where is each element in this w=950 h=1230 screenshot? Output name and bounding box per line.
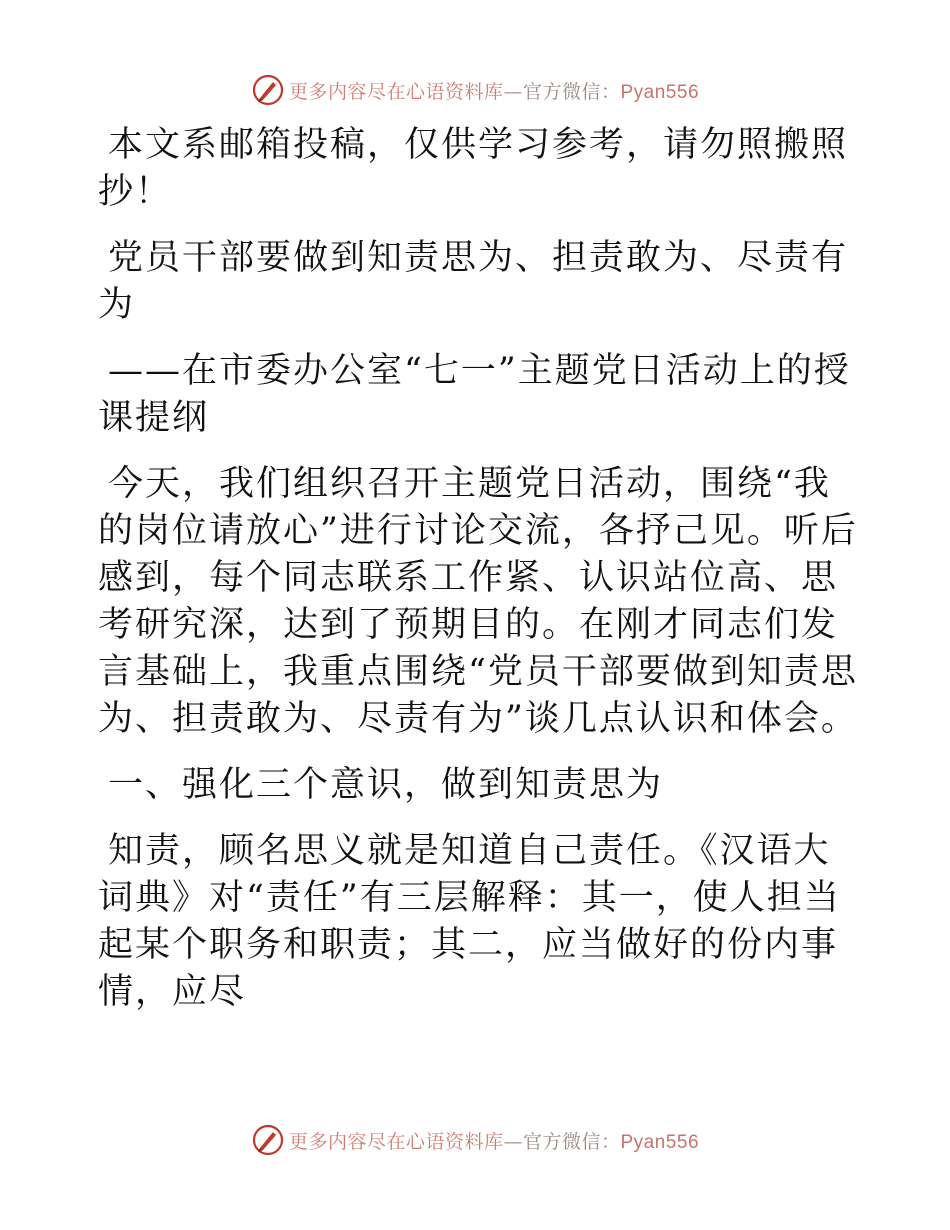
watermark-dash: — [503, 1130, 523, 1153]
watermark-wechat-id: Pyan556 [620, 1131, 700, 1153]
paragraph-title: 党员干部要做到知责思为、担责敢为、尽责有为 [98, 238, 849, 325]
paragraph-section-heading: 一、强化三个意识，做到知责思为 [108, 765, 664, 805]
header-watermark [0, 70, 950, 110]
watermark-brand: 更多内容尽在心语资料库 [288, 80, 504, 103]
watermark-text [289, 1127, 699, 1154]
watermark-label: 官方微信： [522, 1130, 621, 1153]
footer-watermark [0, 1120, 950, 1160]
watermark-dash: — [503, 80, 523, 103]
watermark-brand: 更多内容尽在心语资料库 [288, 1130, 504, 1153]
feather-pen-logo-icon [251, 1123, 285, 1157]
watermark-wechat-id: Pyan556 [620, 81, 700, 103]
watermark-label: 官方微信： [522, 80, 621, 103]
paragraph-body: 知责，顾名思义就是知道自己责任。《汉语大词典》对“责任”有三层解释：其一，使人担当起某个职务和职责；其二，应当做好的份内事情，应尽 [98, 831, 841, 1012]
paragraph-intro: 今天，我们组织召开主题党日活动，围绕“我的岗位请放心”进行讨论交流，各抒己见。听后感到，每个同志联系工作紧、认识站位高、思考研究深，达到了预期目的。在刚才同志们发言基础上，我重点围绕“党员干部要做到知责思为、担责敢为、尽责有为”谈几点认识和体会。 [98, 464, 858, 739]
feather-pen-logo-icon [251, 73, 285, 107]
paragraph-subtitle: ——在市委办公室“七一”主题党日活动上的授课提纲 [98, 351, 851, 438]
watermark-text [289, 77, 699, 104]
paragraph-disclaimer: 本文系邮箱投稿，仅供学习参考，请勿照搬照抄！ [98, 125, 849, 212]
document-body [98, 122, 858, 1035]
